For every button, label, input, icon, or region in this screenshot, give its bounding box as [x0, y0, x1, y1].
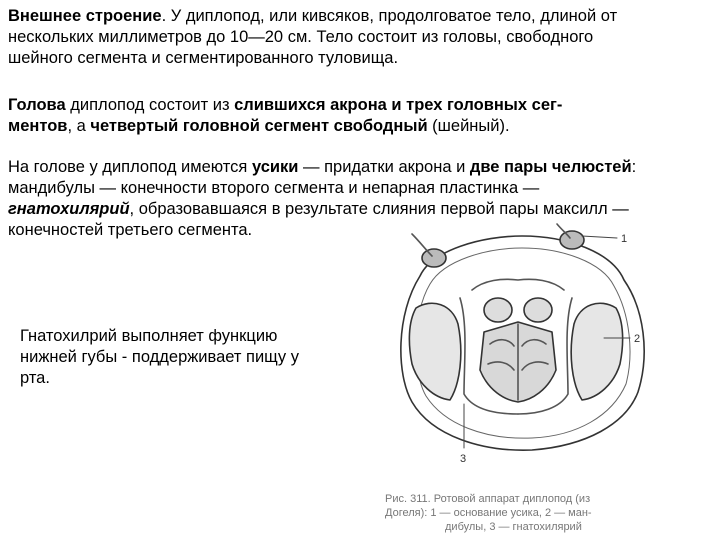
caption-line: дибулы, 3 — гнатохилярий	[445, 521, 582, 533]
antenna-base-left	[422, 249, 446, 267]
antenna-base-right	[560, 231, 584, 249]
term-head: Голова	[8, 96, 66, 114]
figure-label-1: 1	[621, 233, 628, 245]
text: — придатки акрона и	[298, 158, 470, 176]
central-lobe-left	[484, 298, 512, 322]
caption-line: Рис. 311. Ротовой аппарат диплопод (из	[385, 493, 591, 505]
leader-line-1	[582, 236, 617, 238]
term-two-pairs-jaws: две пары челюстей	[469, 158, 632, 176]
note-line: Гнатохилрий выполняет функцию	[20, 327, 278, 345]
text: шейного сегмента и сегментированного туловища.	[8, 49, 399, 67]
text: (шейный).	[427, 117, 510, 135]
text: :	[631, 158, 637, 176]
text: , образовавшаяся в результате слияния первой пары максилл —	[129, 200, 629, 218]
term-gnathochilarium: гнатохилярий	[8, 200, 130, 218]
text: нескольких миллиметров до 10—20 см. Тело состоит из головы, свободного	[8, 28, 594, 46]
term-fused: слившихся акрона и трех головных сег-	[234, 96, 563, 114]
central-lobe-right	[524, 298, 552, 322]
paragraph-head	[8, 95, 708, 137]
text: На голове у диплопод имеются	[8, 158, 252, 176]
mandible-left	[409, 303, 460, 400]
figure-label-3: 3	[460, 453, 467, 465]
text: . У диплопод, или кивсяков, продолговатое тело, длиной от	[161, 7, 618, 25]
text: , а	[67, 117, 91, 135]
figure-label-2: 2	[634, 333, 641, 345]
caption-line: Догеля): 1 — основание усика, 2 — ман-	[385, 507, 592, 519]
term-fourth-segment: четвертый головной сегмент свободный	[90, 117, 428, 135]
heading-external-structure: Внешнее строение	[8, 7, 162, 25]
note-gnathochilarium-function	[20, 326, 340, 389]
term-antennae: усики	[251, 158, 299, 176]
note-line: рта.	[20, 369, 50, 387]
diplopod-mouthparts-illustration	[372, 214, 662, 484]
text: мандибулы — конечности второго сегмента и непарная пластинка —	[8, 179, 540, 197]
figure-caption	[385, 492, 675, 534]
term-fused-cont: ментов	[8, 117, 68, 135]
mandible-right	[571, 303, 622, 400]
text: диплопод состоит из	[65, 96, 235, 114]
note-line: нижней губы - поддерживает пищу у	[20, 348, 300, 366]
paragraph-external-structure	[8, 6, 708, 69]
text: конечностей третьего сегмента.	[8, 221, 253, 239]
